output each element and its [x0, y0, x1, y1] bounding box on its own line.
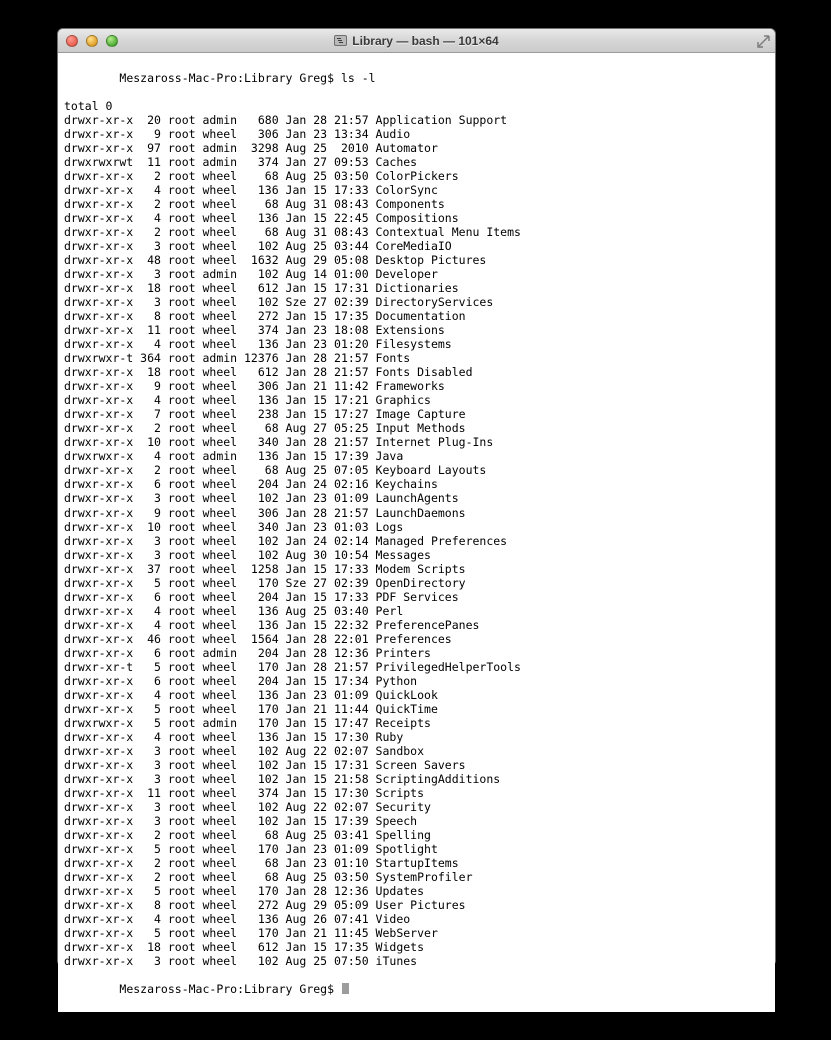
listing-row: drwxr-xr-x 2 root wheel 68 Aug 25 03:50 SystemProfiler	[64, 869, 473, 884]
listing-row: drwxr-xr-x 3 root wheel 102 Aug 30 10:54 Messages	[64, 547, 431, 562]
listing-row: drwxr-xr-x 4 root wheel 136 Jan 15 22:45 Compositions	[64, 211, 459, 226]
listing-row: drwxr-xr-x 3 root wheel 102 Aug 22 02:07 Sandbox	[64, 743, 425, 758]
resize-grip-icon[interactable]	[757, 34, 771, 48]
listing-row: drwxr-xr-x 4 root wheel 136 Jan 15 22:32 PreferencePanes	[64, 617, 480, 632]
listing-row: drwxr-xr-t 5 root wheel 170 Jan 28 21:57 PrivilegedHelperTools	[64, 659, 521, 674]
final-prompt-line[interactable]	[64, 968, 775, 1010]
listing-row: drwxr-xr-x 3 root wheel 102 Sze 27 02:39 DirectoryServices	[64, 295, 494, 310]
listing-row: drwxr-xr-x 46 root wheel 1564 Jan 28 22:01 Preferences	[64, 631, 452, 646]
listing-row: drwxr-xr-x 6 root wheel 204 Jan 15 17:33 PDF Services	[64, 589, 459, 604]
window-title-text: Library — bash — 101×64	[352, 33, 499, 48]
command-text: ls -l	[340, 71, 376, 86]
listing-row: drwxr-xr-x 10 root wheel 340 Jan 28 21:57 Internet Plug-Ins	[64, 435, 494, 450]
window-titlebar[interactable]	[58, 29, 775, 53]
listing-row: drwxr-xr-x 11 root wheel 374 Jan 23 18:08 Extensions	[64, 323, 445, 338]
final-prompt-text: Meszaross-Mac-Pro:Library Greg$	[119, 982, 341, 997]
listing-row: drwxr-xr-x 4 root wheel 136 Jan 23 01:20 Filesystems	[64, 337, 452, 352]
listing-row: drwxr-xr-x 9 root wheel 306 Jan 28 21:57 LaunchDaemons	[64, 505, 466, 520]
listing-row: drwxr-xr-x 9 root wheel 306 Jan 21 11:42 Frameworks	[64, 379, 445, 394]
listing-row: drwxr-xr-x 2 root wheel 68 Aug 25 03:41 Spelling	[64, 827, 431, 842]
listing-row: drwxr-xr-x 4 root wheel 136 Aug 26 07:41 Video	[64, 911, 411, 926]
listing-row: drwxr-xr-x 9 root wheel 306 Jan 23 13:34 Audio	[64, 127, 411, 142]
zoom-button[interactable]	[106, 35, 118, 47]
listing-row: drwxr-xr-x 5 root wheel 170 Jan 21 11:44 QuickTime	[64, 701, 438, 716]
prompt-text: Meszaross-Mac-Pro:Library Greg$	[119, 71, 341, 86]
listing-row: drwxr-xr-x 6 root wheel 204 Jan 24 02:16 Keychains	[64, 477, 438, 492]
listing-row: drwxr-xr-x 3 root wheel 102 Aug 25 03:44 CoreMediaIO	[64, 239, 452, 254]
text-cursor	[342, 983, 349, 994]
close-button[interactable]	[66, 35, 78, 47]
listing-row: drwxr-xr-x 20 root admin 680 Jan 28 21:57 Application Support	[64, 113, 508, 128]
terminal-icon	[334, 35, 347, 46]
window-controls[interactable]	[66, 35, 118, 47]
listing-row: drwxr-xr-x 2 root wheel 68 Aug 25 03:50 ColorPickers	[64, 169, 459, 184]
listing-row: drwxr-xr-x 2 root wheel 68 Aug 31 08:43 Components	[64, 197, 445, 212]
listing-row: drwxr-xr-x 2 root wheel 68 Jan 23 01:10 StartupItems	[64, 855, 459, 870]
listing-row: drwxr-xr-x 3 root wheel 102 Aug 22 02:07 Security	[64, 799, 431, 814]
listing-row: drwxr-xr-x 7 root wheel 238 Jan 15 17:27 Image Capture	[64, 407, 466, 422]
directory-listing	[64, 113, 775, 968]
listing-row: drwxr-xr-x 3 root wheel 102 Jan 24 02:14 Managed Preferences	[64, 533, 508, 548]
listing-row: drwxrwxr-x 4 root admin 136 Jan 15 17:39 Java	[64, 449, 404, 464]
listing-row: drwxr-xr-x 18 root wheel 612 Jan 15 17:35 Widgets	[64, 939, 425, 954]
listing-row: drwxr-xr-x 4 root wheel 136 Jan 15 17:21 Graphics	[64, 393, 431, 408]
listing-row: drwxrwxrwt 11 root admin 374 Jan 27 09:53 Caches	[64, 155, 418, 170]
listing-row: drwxr-xr-x 11 root wheel 374 Jan 15 17:30 Scripts	[64, 785, 425, 800]
terminal-output[interactable]	[58, 53, 775, 1012]
total-line: total 0	[64, 99, 113, 114]
listing-row: drwxr-xr-x 5 root wheel 170 Sze 27 02:39 OpenDirectory	[64, 575, 466, 590]
listing-row: drwxr-xr-x 6 root wheel 204 Jan 15 17:34 Python	[64, 673, 418, 688]
listing-row: drwxr-xr-x 4 root wheel 136 Jan 15 17:30 Ruby	[64, 729, 404, 744]
listing-row: drwxrwxr-t 364 root admin 12376 Jan 28 21:57 Fonts	[64, 351, 411, 366]
listing-row: drwxr-xr-x 97 root admin 3298 Aug 25 2010 Automator	[64, 141, 438, 156]
listing-row: drwxr-xr-x 5 root wheel 170 Jan 23 01:09 Spotlight	[64, 841, 438, 856]
listing-row: drwxr-xr-x 2 root wheel 68 Aug 27 05:25 Input Methods	[64, 421, 466, 436]
listing-row: drwxr-xr-x 3 root wheel 102 Jan 15 17:31 Screen Savers	[64, 757, 466, 772]
listing-row: drwxr-xr-x 4 root wheel 136 Jan 23 01:09 QuickLook	[64, 687, 438, 702]
command-line	[64, 57, 775, 99]
window-title	[334, 34, 498, 48]
listing-row: drwxr-xr-x 37 root wheel 1258 Jan 15 17:33 Modem Scripts	[64, 561, 466, 576]
listing-row: drwxr-xr-x 4 root wheel 136 Jan 15 17:33 ColorSync	[64, 183, 438, 198]
listing-row: drwxr-xr-x 3 root admin 102 Aug 14 01:00 Developer	[64, 267, 438, 282]
listing-row: drwxrwxr-x 5 root admin 170 Jan 15 17:47 Receipts	[64, 715, 431, 730]
listing-row: drwxr-xr-x 8 root wheel 272 Aug 29 05:09 User Pictures	[64, 897, 466, 912]
listing-row: drwxr-xr-x 4 root wheel 136 Aug 25 03:40 Perl	[64, 603, 404, 618]
listing-row: drwxr-xr-x 5 root wheel 170 Jan 28 12:36 Updates	[64, 883, 425, 898]
listing-row: drwxr-xr-x 3 root wheel 102 Jan 23 01:09 LaunchAgents	[64, 491, 459, 506]
listing-row: drwxr-xr-x 10 root wheel 340 Jan 23 01:03 Logs	[64, 519, 404, 534]
terminal-window[interactable]	[57, 28, 776, 997]
minimize-button[interactable]	[86, 35, 98, 47]
listing-row: drwxr-xr-x 6 root admin 204 Jan 28 12:36 Printers	[64, 645, 431, 660]
listing-row: drwxr-xr-x 18 root wheel 612 Jan 15 17:31 Dictionaries	[64, 281, 459, 296]
listing-row: drwxr-xr-x 48 root wheel 1632 Aug 29 05:08 Desktop Pictures	[64, 253, 487, 268]
listing-row: drwxr-xr-x 3 root wheel 102 Jan 15 21:58 ScriptingAdditions	[64, 771, 501, 786]
listing-row: drwxr-xr-x 2 root wheel 68 Aug 25 07:05 Keyboard Layouts	[64, 463, 487, 478]
listing-row: drwxr-xr-x 5 root wheel 170 Jan 21 11:45 WebServer	[64, 925, 438, 940]
listing-row: drwxr-xr-x 3 root wheel 102 Aug 25 07:50 iTunes	[64, 954, 418, 968]
listing-row: drwxr-xr-x 3 root wheel 102 Jan 15 17:39 Speech	[64, 813, 418, 828]
listing-row: drwxr-xr-x 18 root wheel 612 Jan 28 21:57 Fonts Disabled	[64, 365, 473, 380]
listing-row: drwxr-xr-x 8 root wheel 272 Jan 15 17:35 Documentation	[64, 309, 466, 324]
listing-row: drwxr-xr-x 2 root wheel 68 Aug 31 08:43 Contextual Menu Items	[64, 225, 521, 240]
